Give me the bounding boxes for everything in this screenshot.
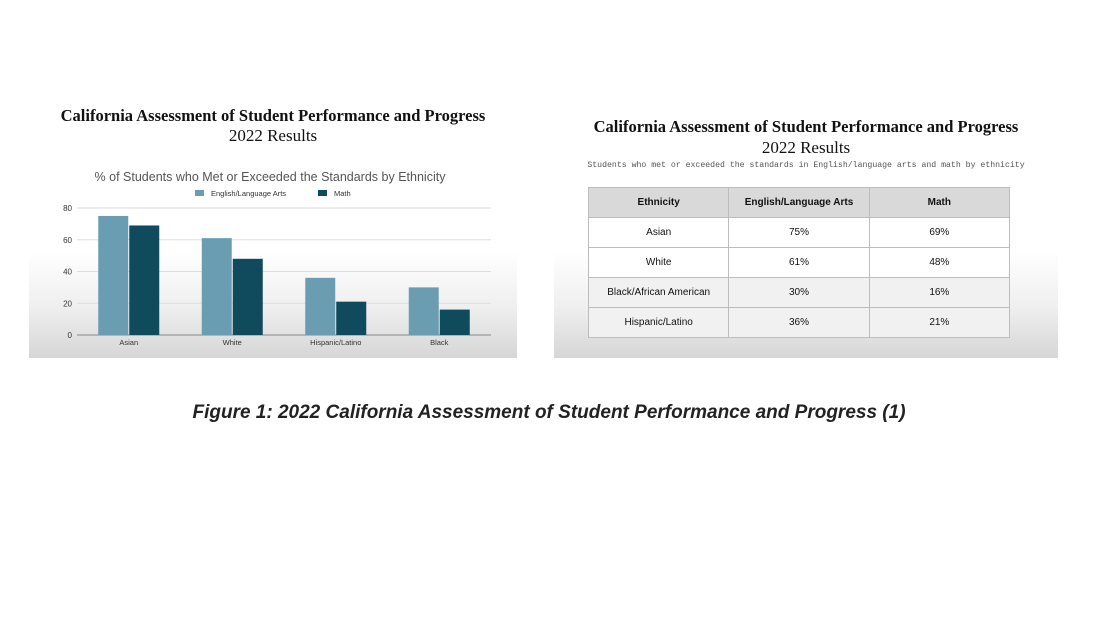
legend-swatch xyxy=(195,190,204,196)
table-panel xyxy=(554,103,1058,358)
bar xyxy=(233,259,263,335)
y-tick-label: 60 xyxy=(63,235,72,245)
y-tick-label: 20 xyxy=(63,299,72,309)
chart-panel-subtitle: 2022 Results xyxy=(228,126,318,145)
table-row xyxy=(589,308,1010,338)
chart-panel xyxy=(29,103,517,358)
y-tick-label: 80 xyxy=(63,204,72,213)
header-ethnicity: Ethnicity xyxy=(589,188,729,218)
cell-ethnicity: Black/African American xyxy=(589,278,729,308)
cell-ela: 75% xyxy=(729,218,869,248)
bar xyxy=(305,278,335,335)
cell-ela: 36% xyxy=(729,308,869,338)
cell-math: 21% xyxy=(869,308,1009,338)
cell-math: 16% xyxy=(869,278,1009,308)
table-panel-subtitle: 2022 Results xyxy=(761,138,851,157)
cell-math: 48% xyxy=(869,248,1009,278)
legend-swatch xyxy=(318,190,327,196)
cell-ela: 30% xyxy=(729,278,869,308)
table-row xyxy=(589,248,1010,278)
results-table xyxy=(588,187,1010,338)
header-math: Math xyxy=(869,188,1009,218)
table-header-row xyxy=(589,188,1010,218)
x-tick-label: Asian xyxy=(119,338,139,347)
cell-ela: 61% xyxy=(729,248,869,278)
table-row xyxy=(589,278,1010,308)
bar xyxy=(98,216,128,335)
figure-caption: Figure 1: 2022 California Assessment of Student Performance and Progress (1) xyxy=(192,402,906,423)
cell-ethnicity: White xyxy=(589,248,729,278)
header-ela: English/Language Arts xyxy=(729,188,869,218)
bar xyxy=(129,225,159,335)
cell-ethnicity: Hispanic/Latino xyxy=(589,308,729,338)
table-panel-title: California Assessment of Student Performance and Progress xyxy=(593,117,1019,136)
x-tick-label: Black xyxy=(430,338,449,347)
x-tick-label: Hispanic/Latino xyxy=(310,338,362,347)
bar xyxy=(336,302,366,335)
x-tick-label: White xyxy=(222,338,242,347)
cell-ethnicity: Asian xyxy=(589,218,729,248)
cell-math: 69% xyxy=(869,218,1009,248)
table-row xyxy=(589,218,1010,248)
bar xyxy=(202,238,232,335)
y-tick-label: 0 xyxy=(67,331,72,340)
y-tick-label: 40 xyxy=(63,267,72,277)
bar-chart xyxy=(29,103,517,358)
legend-label: English/Language Arts xyxy=(211,189,287,198)
chart-title: % of Students who Met or Exceeded the Standards by Ethnicity xyxy=(94,170,446,184)
table-note: Students who met or exceeded the standards in English/language arts and math by ethnicity xyxy=(587,161,1025,170)
bar xyxy=(440,310,470,335)
legend-label: Math xyxy=(334,189,351,198)
chart-panel-title: California Assessment of Student Performance and Progress xyxy=(60,106,486,125)
bar xyxy=(409,287,439,335)
